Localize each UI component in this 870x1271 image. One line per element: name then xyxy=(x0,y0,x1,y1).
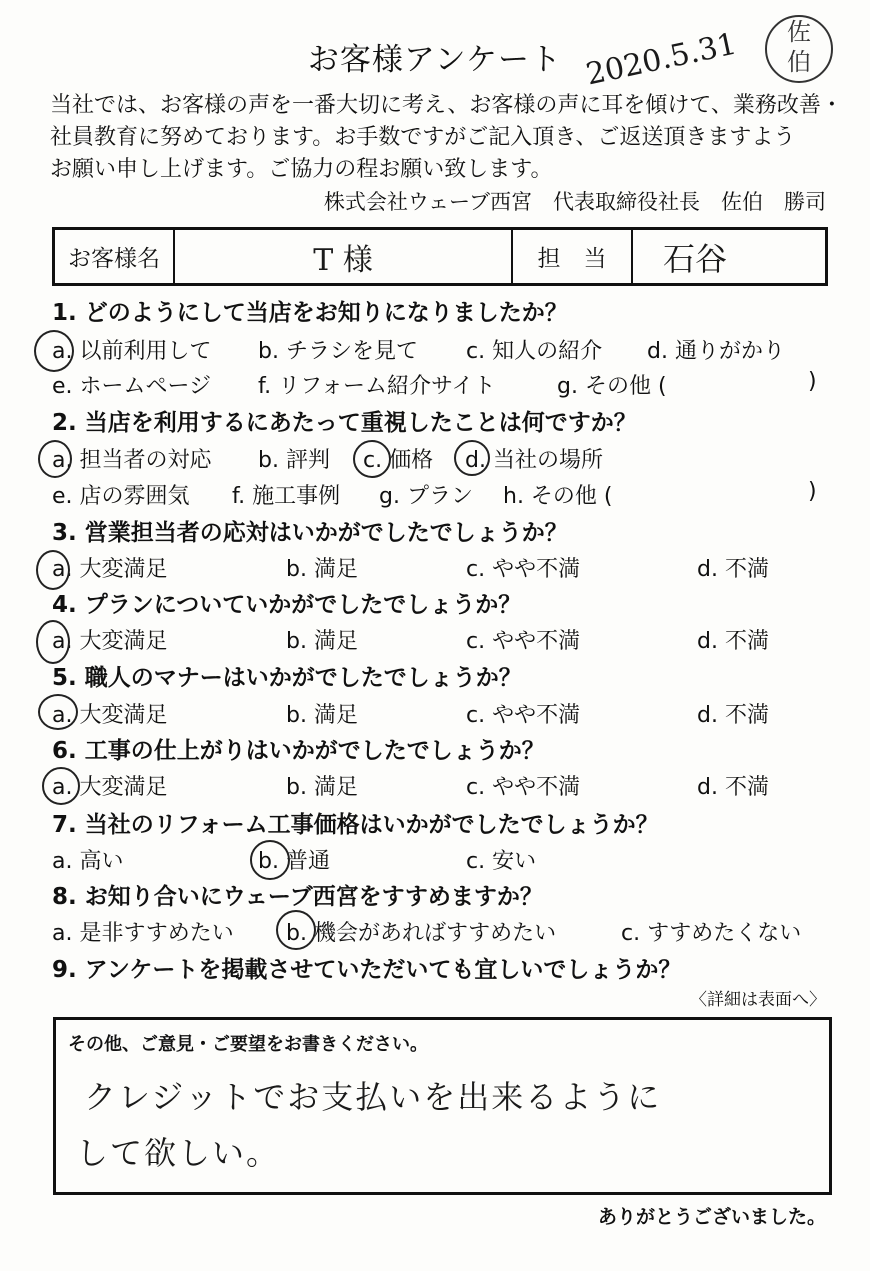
q2-option-b[interactable]: b. 評判 xyxy=(258,448,330,473)
q5-option-d[interactable]: d. 不満 xyxy=(697,703,769,728)
customer-name-field[interactable]: T 様 xyxy=(174,229,512,285)
q2-option-c[interactable]: c. 価格 xyxy=(363,448,434,473)
q1-option-d[interactable]: d. 通りがかり xyxy=(647,339,785,364)
q5-option-a[interactable]: a. 大変満足 xyxy=(52,703,168,728)
intro-line-3: お願い申し上げます。ご協力の程お願い致します。 xyxy=(50,157,553,182)
q1-circle-mark xyxy=(34,330,74,372)
question-2: 2. 当店を利用するにあたって重視したことは何ですか？ xyxy=(52,410,637,436)
question-1: 1. どのようにして当店をお知りになりましたか？ xyxy=(52,300,568,326)
q1-option-g[interactable]: g. その他 ( xyxy=(557,374,667,399)
company-signature: 株式会社ウェーブ西宮 代表取締役社長 佐伯 勝司 xyxy=(323,190,826,214)
q6-option-a[interactable]: a. 大変満足 xyxy=(52,775,168,800)
question-5: 5. 職人のマナーはいかがでしたでしょうか？ xyxy=(52,665,522,691)
q2-option-e[interactable]: e. 店の雰囲気 xyxy=(52,484,190,509)
q4-option-c[interactable]: c. やや不満 xyxy=(466,629,581,654)
q7-option-a[interactable]: a. 高い xyxy=(52,849,124,874)
page-title: お客様アンケート xyxy=(307,42,563,78)
q1-option-a[interactable]: a. 以前利用して xyxy=(52,339,212,364)
q8-option-a[interactable]: a. 是非すすめたい xyxy=(52,921,234,946)
q3-circle-mark xyxy=(36,550,70,590)
q7-option-b[interactable]: b. 普通 xyxy=(258,849,330,874)
q2-option-h[interactable]: h. その他 ( xyxy=(503,484,613,509)
staff-name-field[interactable]: 石谷 xyxy=(632,229,827,285)
staff-label: 担 当 xyxy=(512,229,632,285)
intro-line-1: 当社では、お客様の声を一番大切に考え、お客様の声に耳を傾けて、業務改善・ xyxy=(50,93,843,118)
customer-name-label: お客様名 xyxy=(54,229,175,285)
q9-note: 〈詳細は表面へ〉 xyxy=(690,990,826,1010)
q3-option-b[interactable]: b. 満足 xyxy=(286,557,358,582)
q1-option-c[interactable]: c. 知人の紹介 xyxy=(466,339,603,364)
comment-box[interactable] xyxy=(53,1017,832,1195)
intro-line-2: 社員教育に努めております。お手数ですがご記入頂き、ご返送頂きますよう xyxy=(50,125,796,150)
question-7: 7. 当社のリフォーム工事価格はいかがでしたでしょうか？ xyxy=(52,812,659,838)
stamp-char-2: 伯 xyxy=(787,48,811,76)
q5-circle-mark xyxy=(38,694,78,730)
q2-option-g[interactable]: g. プラン xyxy=(379,484,473,509)
q1-option-b[interactable]: b. チラシを見て xyxy=(258,339,418,364)
q1-option-f[interactable]: f. リフォーム紹介サイト xyxy=(258,374,496,399)
q6-option-b[interactable]: b. 満足 xyxy=(286,775,358,800)
q7-option-c[interactable]: c. 安い xyxy=(466,849,537,874)
q5-option-b[interactable]: b. 満足 xyxy=(286,703,358,728)
q2-circle-mark-a xyxy=(38,440,72,478)
q2-circle-mark-d xyxy=(454,440,490,476)
q7-circle-mark xyxy=(250,840,290,880)
q2-option-d[interactable]: d. 当社の場所 xyxy=(465,448,603,473)
q6-circle-mark xyxy=(42,767,80,805)
stamp-char-1: 佐 xyxy=(787,18,811,46)
q5-option-c[interactable]: c. やや不満 xyxy=(466,703,581,728)
q4-option-b[interactable]: b. 満足 xyxy=(286,629,358,654)
question-3: 3. 営業担当者の応対はいかがでしたでしょうか？ xyxy=(52,520,568,546)
q8-option-b[interactable]: b. 機会があればすすめたい xyxy=(286,921,557,946)
comment-line-2: して欲しい。 xyxy=(76,1134,281,1172)
q6-option-d[interactable]: d. 不満 xyxy=(697,775,769,800)
footer-thanks: ありがとうございました。 xyxy=(597,1206,826,1228)
q4-option-a[interactable]: a. 大変満足 xyxy=(52,629,168,654)
q1-option-e[interactable]: e. ホームページ xyxy=(52,374,212,399)
q6-option-c[interactable]: c. やや不満 xyxy=(466,775,581,800)
q4-circle-mark xyxy=(36,620,70,664)
q1-other-close: ) xyxy=(808,369,817,394)
q4-option-d[interactable]: d. 不満 xyxy=(697,629,769,654)
q8-option-c[interactable]: c. すすめたくない xyxy=(621,921,802,946)
comment-line-1: クレジットでお支払いを出来るように xyxy=(84,1078,662,1116)
question-6: 6. 工事の仕上がりはいかがでしたでしょうか？ xyxy=(52,738,545,764)
question-9: 9. アンケートを掲載させていただいても宜しいでしょうか？ xyxy=(52,957,682,983)
name-stamp xyxy=(765,15,833,83)
question-8: 8. お知り合いにウェーブ西宮をすすめますか？ xyxy=(52,884,543,910)
q2-option-a[interactable]: a. 担当者の対応 xyxy=(52,448,212,473)
comment-label: その他、ご意見・ご要望をお書きください。 xyxy=(68,1034,428,1055)
q3-option-a[interactable]: a. 大変満足 xyxy=(52,557,168,582)
customer-info-table xyxy=(52,227,828,286)
question-4: 4. プランについていかがでしたでしょうか？ xyxy=(52,592,522,618)
q2-circle-mark-c xyxy=(353,440,391,478)
q3-option-d[interactable]: d. 不満 xyxy=(697,557,769,582)
q2-option-f[interactable]: f. 施工事例 xyxy=(232,484,341,509)
q8-circle-mark xyxy=(276,910,316,950)
q3-option-c[interactable]: c. やや不満 xyxy=(466,557,581,582)
q2-other-close: ) xyxy=(808,479,817,504)
handwritten-date: 2020.5.31 xyxy=(583,26,740,93)
